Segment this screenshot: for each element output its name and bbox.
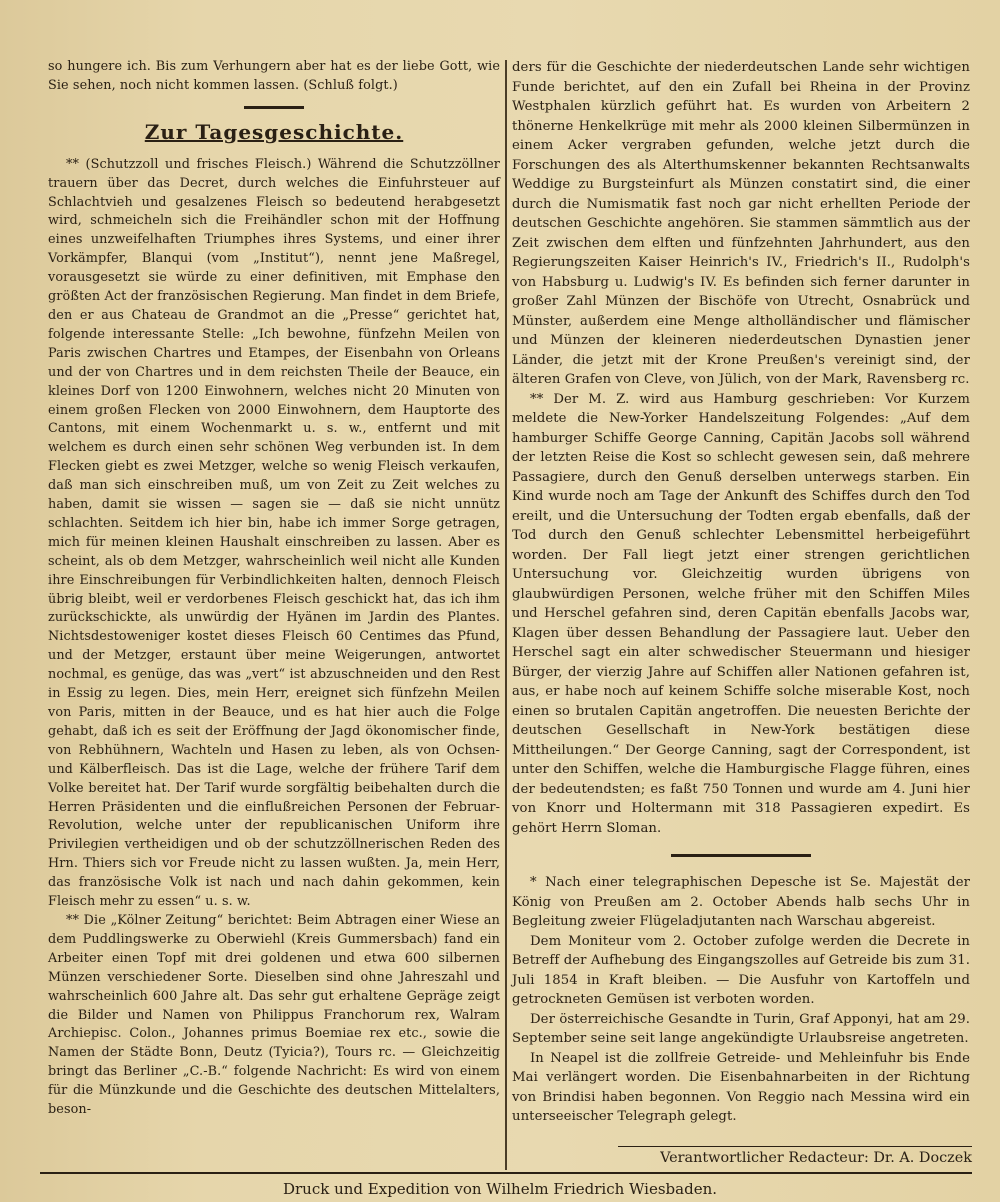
section-heading: Zur Tagesgeschichte. [144,119,404,144]
signature-rule [618,1146,972,1147]
editor-signature: Verantwortlicher Redacteur: Dr. A. Doczek [660,1150,972,1166]
continued-story-end: so hungere ich. Bis zum Verhungern aber hat es der liebe Gott, wie Sie sehen, noch nicht kommen lassen. (Schluß folgt.) [48,59,500,93]
article-muenzfund-continued: ders für die Geschichte der niederdeutschen Lande sehr wichtigen Funde berichtet, auf den ein Zufall bei Rheina in der Provinz Westphalen kürzlich geführt hat. Es wurden von Arbeitern 2 thönerne Henkelkrüge mit mehr als 2000 kleinen Silbermünzen in einem Acker vergraben gefunden, welche jetzt durch die Forschungen des als Alterthumskenner bekannten Rechtsanwalts Weddige zu Burgsteinfurt als Münzen constatirt sind, die einer durch die Numismatik fast noch gar nicht erhellten Periode der deutschen Geschichte angehören. Sie stammen sämmtlich aus der Zeit zwischen dem elften und fünfzehnten Jahrhundert, aus den Regierungszeiten Kaiser Heinrich's IV., Friedrich's II., Rudolph's von Habsburg u. Ludwig's IV. Es befinden sich ferner darunter in großer Zahl Münzen der Bischöfe von Utrecht, Osnabrück und Münster, außerdem eine Menge altholländischer und flämischer und Münzen der kleineren niederdeutschen Dynastien jener Länder, die jetzt mit der Krone Preußen's vereinigt sind, der älteren Grafen von Cleve, von Jülich, von der Mark, Ravensberg rc. [512,60,970,387]
article-schutzzoll: ** (Schutzzoll und frisches Fleisch.) Während die Schutzzöllner trauern über das Decret, durch welches die Einfuhrsteuer auf Schlachtvieh und gesalzenes Fleisch so bedeutend herabgesetzt wird, schmeicheln sich die Freihändler schon mit der Hoffnung eines unzweifelhaften Triumphes ihres Systems, und einer ihrer Vorkämpfer, Blanqui (vom „Institut“), nennt jene Maßregel, vorausgesetzt sie würde zu einer definitiven, mit Emphase den größten Act der französischen Regierung. Man findet in dem Briefe, den er aus Chateau de Grandmot an die „Presse“ gerichtet hat, folgende interessante Stelle: „Ich bewohne, fünfzehn Meilen von Paris zwischen Chartres und Etampes, der Eisenbahn von Orleans und der von Chartres und in dem reichsten Theile der Beauce, ein kleines Dorf von 1200 Einwohnern, welches nicht 20 Minuten von einem großen Flecken von 2000 Einwohnern, dem Hauptorte des Cantons, mit einem Wochenmarkt u. s. w., entfernt und mit welchem es durch einen sehr schönen Weg verbunden ist. In dem Flecken giebt es zwei Metzger, welche so wenig Fleisch verkaufen, daß man sich einschreiben muß, um von Zeit zu Zeit welches zu haben, damit sie wissen — sagen sie — daß sie nicht unnütz schlachten. Seitdem ich hier bin, habe ich immer Sorge getragen, mich für meinen kleinen Haushalt einschreiben zu lassen. Aber es scheint, als ob dem Metzger, wahrscheinlich weil nicht alle Kunden ihre Einschreibungen für Verbindlichkeiten halten, dennoch Fleisch übrig bleibt, weil er verdorbenes Fleisch geschickt hat, das ich ihm zurückschickte, als unwürdig der Hyänen im Jardin des Plantes. Nichtsdestoweniger kostet dieses Fleisch 60 Centimes das Pfund, und der Metzger, erstaunt über meine Weigerungen, antwortet nochmal, es genüge, das was „vert“ ist abzuschneiden und den Rest in Essig zu legen. Dies, mein Herr, ereignet sich fünfzehn Meilen von Paris, mitten in der Beauce, und es hat hier auch die Folge gehabt, daß ich es seit der Eröffnung der Jagd ökonomischer finde, von Rebhühnern, Wachteln und Hasen zu leben, als von Ochsen- und Kälberfleisch. Das ist die Lage, welche der frühere Tarif dem Volke bereitet hat. Der Tarif wurde sorgfältig beibehalten durch die Herren Präsidenten und die einflußreichen Personen der Februar-Revolution, welche unter der republicanischen Uniform ihre Privilegien vertheidigen und ob der schutzzöllnerischen Reden des Hrn. Thiers sich vor Freude nicht zu lassen wußten. Ja, mein Herr, das französische Volk ist nach und nach dahin gekommen, kein Fleisch mehr zu essen“ u. s. w. [48,156,500,910]
story-end-rule [244,106,304,109]
column-divider [505,60,507,1170]
article-moniteur: Dem Moniteur vom 2. October zufolge werden die Decrete in Betreff der Aufhebung des Eingangszolles auf Getreide bis zum 31. Juli 1854 in Kraft bleiben. — Die Ausfuhr von Kartoffeln und getrockneten Gemüsen ist verboten worden. [512,933,970,1007]
article-turin: Der österreichische Gesandte in Turin, Graf Apponyi, hat am 29. September seine seit lange angekündigte Urlaubsreise angetreten. [512,1011,970,1046]
footer-rule [40,1172,972,1174]
imprint-footer: Druck und Expedition von Wilhelm Friedrich Wiesbaden. [282,1180,718,1198]
article-hamburg: ** Der M. Z. wird aus Hamburg geschrieben: Vor Kurzem meldete die New-Yorker Handelszeitung Folgendes: „Auf dem hamburger Schiffe George Canning, Capitän Jacobs soll während der letzten Reise die Kost so schlecht gewesen sein, daß mehrere Passagiere, durch den Genuß derselben unterwegs starben. Ein Kind wurde noch am Tage der Ankunft des Schiffes durch den Tod ereilt, und die Untersuchung der Todten ergab ebenfalls, daß der Tod durch den Genuß schlechter Lebensmittel herbeigeführt worden. Der Fall liegt jetzt einer strengen gerichtlichen Untersuchung vor. Gleichzeitig wurden übrigens von glaubwürdigen Personen, welche früher mit den Schiffen Miles und Herschel gefahren sind, deren Capitän ebenfalls Jacobs war, Klagen über dessen Behandlung der Passagiere laut. Ueber den Herschel sagt ein alter schwedischer Steuermann und hiesiger Bürger, der vierzig Jahre auf Schiffen aller Nationen gefahren ist, aus, er habe noch auf keinem Schiffe solche miserable Kost, noch einen so brutalen Capitän angetroffen. Die neuesten Berichte der deutschen Gesellschaft in New-York bestätigen diese Mittheilungen.“ Der George Canning, sagt der Correspondent, ist unter den Schiffen, welche die Hamburgische Flagge führen, eines der bedeutendsten; es faßt 750 Tonnen und wurde am 4. Juni hier von Knorr und Holtermann mit 318 Passagieren expedirt. Es gehört Herrn Sloman. [512,391,970,836]
section-rule [671,854,811,857]
article-koelner-zeitung: ** Die „Kölner Zeitung“ berichtet: Beim Abtragen einer Wiese an dem Puddlingswerke zu Oberwiehl (Kreis Gummersbach) fand ein Arbeiter einen Topf mit drei goldenen und etwa 600 silbernen Münzen verschiedener Sorte. Dieselben sind ohne Jahreszahl und wahrscheinlich 600 Jahre alt. Das sehr gut erhaltene Gepräge zeigt die Bilder und Namen von Philippus Franchorum rex, Walram Archiepisc. Colon., Johannes primus Boemiae rex etc., sowie die Namen der Städte Bonn, Deutz (Tyicia?), Tours rc. — Gleichzeitig bringt das Berliner „C.-B.“ folgende Nachricht: Es wird von einem für die Münzkunde und die Geschichte des deutschen Mittelalters, beson- [48,912,500,1118]
article-neapel: In Neapel ist die zollfreie Getreide- und Mehleinfuhr bis Ende Mai verlängert worden. Die Eisenbahnarbeiten in der Richtung von Brindisi haben begonnen. Von Reggio nach Messina wird ein unterseeischer Telegraph gelegt. [512,1050,970,1124]
article-koenig-preussen: * Nach einer telegraphischen Depesche ist Se. Majestät der König von Preußen am 2. October Abends halb sechs Uhr in Begleitung zweier Flügeladjutanten nach Warschau abgereist. [512,875,970,929]
right-column [512,58,970,1127]
left-column [48,58,500,1120]
